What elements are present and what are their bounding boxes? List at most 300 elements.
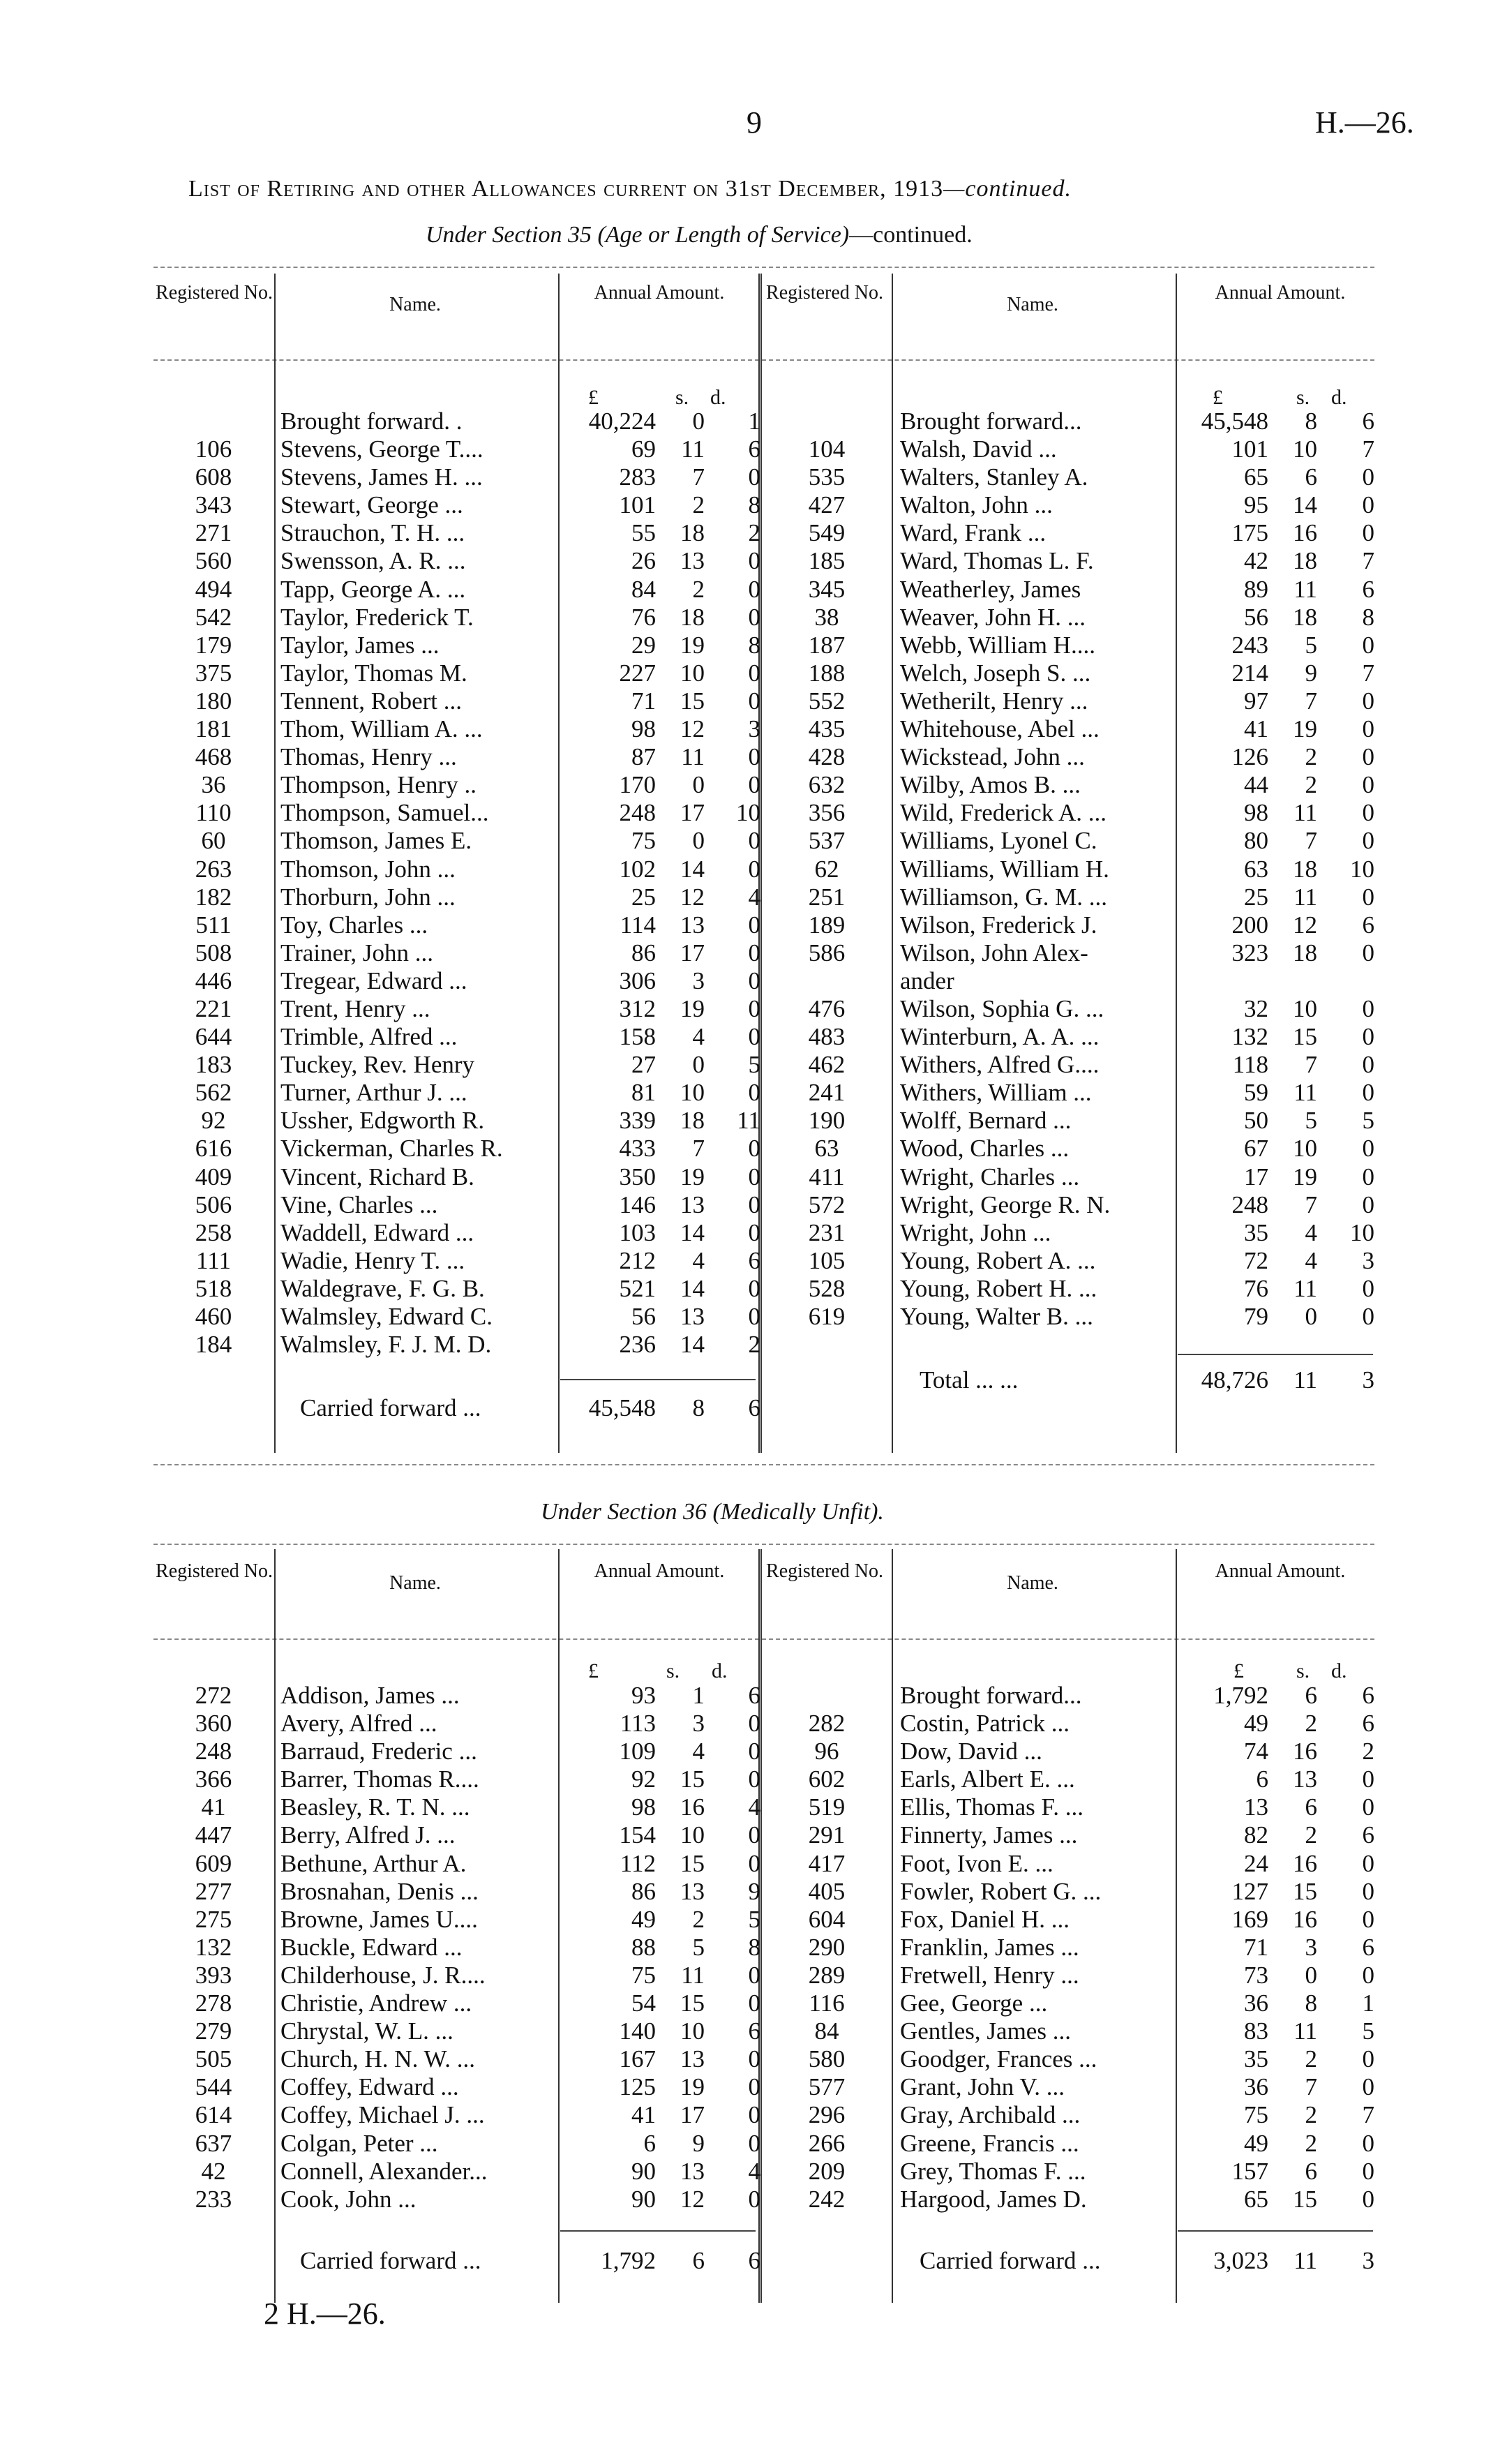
amount-shillings: 15 bbox=[680, 1765, 705, 1793]
registered-no: 187 bbox=[808, 631, 846, 659]
allowee-name: ander bbox=[900, 966, 954, 994]
table-row bbox=[762, 547, 1374, 575]
amount-pence: 0 bbox=[1362, 715, 1374, 743]
title-main: List of Retiring and other Allowances current on 31st December, 1913 bbox=[188, 176, 944, 202]
table-row bbox=[155, 771, 760, 799]
section36-heading: Under Section 36 (Medically Unfit). bbox=[541, 1499, 884, 1525]
amount-pounds bbox=[1178, 967, 1268, 995]
table-row bbox=[762, 1682, 1374, 1710]
registered-no: 518 bbox=[195, 1274, 232, 1302]
allowee-name: Williams, William H. bbox=[900, 855, 1109, 883]
total-pounds: 1,792 bbox=[601, 2247, 656, 2274]
page-number: 9 bbox=[747, 105, 762, 140]
amount-pounds: 67 bbox=[1244, 1135, 1268, 1163]
amount-pounds: 86 bbox=[631, 939, 656, 966]
amount-shillings: 2 bbox=[692, 575, 705, 603]
amount-shillings: 12 bbox=[1293, 911, 1317, 939]
table-row bbox=[155, 1107, 760, 1135]
amount-pounds: 56 bbox=[1244, 603, 1268, 631]
table-row bbox=[155, 967, 760, 995]
amount-pence: 7 bbox=[1362, 659, 1374, 687]
table-row bbox=[155, 463, 760, 491]
registered-no: 242 bbox=[808, 2185, 846, 2213]
amount-shillings: 15 bbox=[1293, 2185, 1317, 2213]
registered-no: 411 bbox=[809, 1163, 845, 1190]
amount-shillings: 14 bbox=[680, 1274, 705, 1302]
table-row bbox=[762, 1738, 1374, 1765]
amount-shillings: 13 bbox=[680, 2045, 705, 2073]
registered-no: 277 bbox=[195, 1877, 232, 1905]
allowee-name: Withers, Alfred G.... bbox=[900, 1051, 1100, 1079]
amount-pounds: 75 bbox=[631, 827, 656, 855]
total-label: Carried forward ... bbox=[300, 1394, 481, 1421]
amount-pounds: 158 bbox=[619, 1023, 656, 1051]
allowee-name: Young, Walter B. ... bbox=[900, 1303, 1093, 1330]
amount-pounds: 157 bbox=[1231, 2157, 1268, 2185]
divider bbox=[153, 1544, 1374, 1545]
amount-pence: 0 bbox=[748, 1849, 760, 1877]
registered-no: 96 bbox=[814, 1738, 839, 1765]
table-row bbox=[155, 1023, 760, 1051]
amount-pounds: 27 bbox=[631, 1051, 656, 1079]
registered-no: 632 bbox=[808, 771, 846, 799]
table-row bbox=[155, 1934, 760, 1962]
allowee-name: Walmsley, Edward C. bbox=[280, 1303, 493, 1330]
amount-pence: 0 bbox=[1362, 1051, 1374, 1079]
amount-pence: 5 bbox=[748, 1905, 760, 1933]
allowee-name: Colgan, Peter ... bbox=[280, 2129, 438, 2157]
amount-shillings: 17 bbox=[680, 939, 705, 966]
amount-pounds: 32 bbox=[1244, 994, 1268, 1022]
table-row bbox=[762, 1850, 1374, 1878]
table-row bbox=[155, 715, 760, 743]
amount-pounds: 76 bbox=[1244, 1274, 1268, 1302]
amount-shillings: 17 bbox=[680, 799, 705, 827]
header-name: Name. bbox=[1007, 1572, 1058, 1594]
registered-no: 405 bbox=[808, 1877, 846, 1905]
table-row bbox=[762, 1765, 1374, 1793]
table-row bbox=[762, 2073, 1374, 2101]
amount-shillings: 19 bbox=[1293, 715, 1317, 743]
amount-pence: 0 bbox=[748, 1303, 760, 1330]
allowee-name: Stevens, George T.... bbox=[280, 435, 483, 463]
registered-no: 446 bbox=[195, 966, 232, 994]
header-registered-no: Registered No. bbox=[156, 1560, 273, 1582]
registered-no: 275 bbox=[195, 1905, 232, 1933]
table-row bbox=[762, 1275, 1374, 1303]
table-row bbox=[155, 911, 760, 939]
total-pounds: 45,548 bbox=[588, 1394, 656, 1421]
registered-no: 266 bbox=[808, 2129, 846, 2157]
registered-no: 110 bbox=[195, 799, 232, 827]
allowee-name: Vincent, Richard B. bbox=[280, 1163, 474, 1190]
allowee-name: Barraud, Frederic ... bbox=[280, 1738, 477, 1765]
divider bbox=[153, 1638, 1374, 1640]
section35-left-total bbox=[155, 1394, 760, 1422]
amount-shillings: 17 bbox=[680, 2101, 705, 2129]
amount-pounds: 76 bbox=[631, 603, 656, 631]
amount-pence: 6 bbox=[1362, 575, 1374, 603]
amount-pounds: 1,792 bbox=[1213, 1682, 1268, 1709]
amount-pounds: 41 bbox=[631, 2101, 656, 2129]
amount-pounds: 71 bbox=[1244, 1933, 1268, 1961]
allowee-name: Wild, Frederick A. ... bbox=[900, 799, 1107, 827]
amount-pence: 0 bbox=[748, 603, 760, 631]
amount-pounds: 29 bbox=[631, 631, 656, 659]
registered-no: 528 bbox=[808, 1274, 846, 1302]
amount-shillings: 11 bbox=[681, 1961, 705, 1989]
unit-shillings: s. bbox=[666, 1659, 680, 1682]
amount-pounds: 175 bbox=[1231, 519, 1268, 547]
amount-shillings: 10 bbox=[1293, 994, 1317, 1022]
amount-shillings: 16 bbox=[1293, 519, 1317, 547]
registered-no: 586 bbox=[808, 939, 846, 966]
amount-pounds: 212 bbox=[619, 1246, 656, 1274]
allowee-name: Berry, Alfred J. ... bbox=[280, 1821, 456, 1849]
allowee-name: Trimble, Alfred ... bbox=[280, 1023, 458, 1051]
table-row bbox=[155, 604, 760, 632]
amount-pence: 0 bbox=[748, 687, 760, 715]
amount-pounds: 45,548 bbox=[1201, 408, 1268, 435]
amount-pounds: 73 bbox=[1244, 1961, 1268, 1989]
amount-pounds: 350 bbox=[619, 1163, 656, 1190]
registered-no: 560 bbox=[195, 547, 232, 575]
registered-no: 577 bbox=[808, 2073, 846, 2101]
registered-no: 190 bbox=[808, 1107, 846, 1135]
registered-no: 562 bbox=[195, 1079, 232, 1107]
amount-pounds: 248 bbox=[1231, 1190, 1268, 1218]
amount-pounds: 200 bbox=[1231, 911, 1268, 939]
total-row bbox=[762, 2247, 1374, 2275]
amount-pounds: 80 bbox=[1244, 827, 1268, 855]
amount-pence: 6 bbox=[1362, 1933, 1374, 1961]
amount-shillings: 15 bbox=[680, 1849, 705, 1877]
registered-no: 251 bbox=[808, 883, 846, 911]
allowee-name: Ussher, Edgworth R. bbox=[280, 1107, 485, 1135]
amount-pounds: 132 bbox=[1231, 1023, 1268, 1051]
table-row bbox=[762, 2017, 1374, 2045]
table-row bbox=[762, 1989, 1374, 2017]
total-pence: 3 bbox=[1362, 2247, 1374, 2274]
allowee-name: Wetherilt, Henry ... bbox=[900, 687, 1088, 715]
amount-pounds: 6 bbox=[1256, 1765, 1268, 1793]
allowee-name: Fox, Daniel H. ... bbox=[900, 1905, 1070, 1933]
table-row bbox=[155, 1906, 760, 1934]
allowee-name: Dow, David ... bbox=[900, 1738, 1042, 1765]
amount-shillings: 10 bbox=[680, 659, 705, 687]
amount-shillings: 11 bbox=[681, 743, 705, 771]
amount-shillings: 15 bbox=[680, 687, 705, 715]
amount-pounds: 98 bbox=[631, 715, 656, 743]
amount-pounds: 83 bbox=[1244, 2017, 1268, 2045]
allowee-name: Vickerman, Charles R. bbox=[280, 1135, 503, 1163]
registered-no: 572 bbox=[808, 1190, 846, 1218]
amount-pence: 0 bbox=[1362, 1163, 1374, 1190]
table-row bbox=[155, 435, 760, 463]
header-name: Name. bbox=[389, 294, 441, 315]
registered-no: 104 bbox=[808, 435, 846, 463]
allowee-name: Wright, George R. N. bbox=[900, 1190, 1111, 1218]
allowee-name: Young, Robert H. ... bbox=[900, 1274, 1097, 1302]
table-row bbox=[762, 856, 1374, 883]
registered-no: 637 bbox=[195, 2129, 232, 2157]
amount-pence: 0 bbox=[748, 966, 760, 994]
amount-pence: 0 bbox=[748, 939, 760, 966]
registered-no: 132 bbox=[195, 1933, 232, 1961]
allowee-name: Ellis, Thomas F. ... bbox=[900, 1793, 1083, 1821]
amount-shillings: 14 bbox=[680, 855, 705, 883]
amount-shillings: 7 bbox=[1305, 1190, 1317, 1218]
section35-heading bbox=[426, 222, 973, 248]
allowee-name: Taylor, Thomas M. bbox=[280, 659, 467, 687]
table-row bbox=[155, 1079, 760, 1107]
amount-pounds: 167 bbox=[619, 2045, 656, 2073]
table-row bbox=[762, 1219, 1374, 1247]
allowee-name: Wilby, Amos B. ... bbox=[900, 771, 1081, 799]
amount-shillings: 0 bbox=[1305, 1303, 1317, 1330]
registered-no: 462 bbox=[808, 1051, 846, 1079]
amount-pounds: 169 bbox=[1231, 1905, 1268, 1933]
amount-shillings: 0 bbox=[692, 408, 705, 435]
registered-no: 580 bbox=[808, 2045, 846, 2073]
section36-left-total bbox=[155, 2247, 760, 2275]
amount-shillings: 13 bbox=[680, 2157, 705, 2185]
amount-pence: 6 bbox=[748, 2017, 760, 2045]
amount-shillings: 2 bbox=[1305, 1710, 1317, 1738]
table-row bbox=[762, 687, 1374, 715]
amount-pence: 0 bbox=[1362, 519, 1374, 547]
registered-no: 608 bbox=[195, 463, 232, 491]
amount-shillings: 18 bbox=[680, 603, 705, 631]
amount-shillings: 4 bbox=[1305, 1246, 1317, 1274]
amount-shillings: 10 bbox=[680, 1821, 705, 1849]
allowee-name: Walters, Stanley A. bbox=[900, 463, 1088, 491]
allowee-name: Finnerty, James ... bbox=[900, 1821, 1078, 1849]
section35-right-list bbox=[762, 408, 1374, 1331]
amount-shillings: 10 bbox=[680, 1079, 705, 1107]
amount-pence: 0 bbox=[748, 2129, 760, 2157]
total-shillings: 11 bbox=[1293, 2247, 1317, 2274]
amount-shillings: 2 bbox=[692, 1905, 705, 1933]
allowee-name: Brosnahan, Denis ... bbox=[280, 1877, 479, 1905]
amount-pence: 0 bbox=[748, 547, 760, 575]
amount-shillings: 2 bbox=[1305, 743, 1317, 771]
table-row bbox=[155, 2158, 760, 2186]
amount-pounds: 127 bbox=[1231, 1877, 1268, 1905]
amount-pence: 0 bbox=[748, 1135, 760, 1163]
allowee-name: Ward, Frank ... bbox=[900, 519, 1047, 547]
registered-no: 106 bbox=[195, 435, 232, 463]
amount-pounds: 170 bbox=[619, 771, 656, 799]
table-row bbox=[155, 1989, 760, 2017]
amount-pence: 10 bbox=[736, 799, 760, 827]
amount-pence: 0 bbox=[748, 659, 760, 687]
amount-pounds: 87 bbox=[631, 743, 656, 771]
table-row bbox=[155, 1738, 760, 1765]
amount-shillings: 2 bbox=[1305, 2045, 1317, 2073]
registered-no: 271 bbox=[195, 519, 232, 547]
allowee-name: Barrer, Thomas R.... bbox=[280, 1765, 479, 1793]
total-row bbox=[155, 2247, 760, 2275]
table-row bbox=[155, 1850, 760, 1878]
amount-pounds: 248 bbox=[619, 799, 656, 827]
amount-shillings: 0 bbox=[692, 1051, 705, 1079]
table-row bbox=[155, 883, 760, 911]
amount-pounds: 75 bbox=[631, 1961, 656, 1989]
allowee-name: Winterburn, A. A. ... bbox=[900, 1023, 1100, 1051]
allowee-name: Trainer, John ... bbox=[280, 939, 433, 966]
section36-left-list bbox=[155, 1682, 760, 2213]
amount-pounds: 49 bbox=[631, 1905, 656, 1933]
allowee-name: Buckle, Edward ... bbox=[280, 1933, 463, 1961]
header-registered-no: Registered No. bbox=[766, 1560, 883, 1582]
table-row bbox=[762, 1878, 1374, 1906]
table-row bbox=[762, 1247, 1374, 1275]
amount-shillings: 19 bbox=[680, 2073, 705, 2101]
amount-shillings: 10 bbox=[680, 2017, 705, 2045]
amount-pence: 0 bbox=[1362, 491, 1374, 519]
amount-pounds: 90 bbox=[631, 2157, 656, 2185]
table-row bbox=[155, 939, 760, 967]
allowee-name: Tennent, Robert ... bbox=[280, 687, 462, 715]
amount-pounds: 6 bbox=[643, 2129, 656, 2157]
table-row bbox=[762, 1303, 1374, 1331]
amount-pounds: 41 bbox=[1244, 715, 1268, 743]
registered-no: 63 bbox=[814, 1135, 839, 1163]
table-row bbox=[155, 632, 760, 659]
amount-pounds: 44 bbox=[1244, 771, 1268, 799]
amount-pounds: 75 bbox=[1244, 2101, 1268, 2129]
amount-shillings: 7 bbox=[1305, 1051, 1317, 1079]
amount-shillings: 15 bbox=[1293, 1023, 1317, 1051]
amount-shillings: 0 bbox=[692, 827, 705, 855]
registered-no: 279 bbox=[195, 2017, 232, 2045]
allowee-name: Tregear, Edward ... bbox=[280, 966, 467, 994]
amount-shillings: 3 bbox=[692, 966, 705, 994]
allowee-name: Brought forward. . bbox=[280, 408, 463, 435]
amount-pence: 7 bbox=[1362, 547, 1374, 575]
header-annual-amount: Annual Amount. bbox=[594, 1560, 725, 1582]
amount-pounds: 89 bbox=[1244, 575, 1268, 603]
amount-pounds: 113 bbox=[620, 1710, 656, 1738]
registered-no: 111 bbox=[196, 1246, 231, 1274]
amount-shillings: 5 bbox=[1305, 631, 1317, 659]
allowee-name: Grant, John V. ... bbox=[900, 2073, 1065, 2101]
amount-pence: 2 bbox=[1362, 1738, 1374, 1765]
amount-shillings: 14 bbox=[1293, 491, 1317, 519]
amount-shillings: 15 bbox=[1293, 1877, 1317, 1905]
amount-pence: 0 bbox=[1362, 994, 1374, 1022]
amount-pounds: 312 bbox=[619, 994, 656, 1022]
allowee-name: Thompson, Henry .. bbox=[280, 771, 477, 799]
table-row bbox=[762, 659, 1374, 687]
amount-pounds: 25 bbox=[1244, 883, 1268, 911]
table-row bbox=[762, 1710, 1374, 1738]
table-row bbox=[155, 2186, 760, 2213]
table-row bbox=[155, 1219, 760, 1247]
table-row bbox=[762, 491, 1374, 519]
amount-pounds: 55 bbox=[631, 519, 656, 547]
registered-no: 291 bbox=[808, 1821, 846, 1849]
amount-pence: 7 bbox=[1362, 2101, 1374, 2129]
amount-shillings: 4 bbox=[692, 1738, 705, 1765]
registered-no: 189 bbox=[808, 911, 846, 939]
page-title bbox=[188, 176, 1072, 202]
registered-no: 296 bbox=[808, 2101, 846, 2129]
amount-pounds: 140 bbox=[619, 2017, 656, 2045]
registered-no: 116 bbox=[809, 1989, 845, 2017]
registered-no: 181 bbox=[195, 715, 232, 743]
amount-shillings: 4 bbox=[692, 1023, 705, 1051]
allowee-name: Strauchon, T. H. ... bbox=[280, 519, 465, 547]
header-name: Name. bbox=[389, 1572, 441, 1594]
table-row bbox=[762, 743, 1374, 771]
amount-shillings: 18 bbox=[1293, 603, 1317, 631]
amount-shillings: 2 bbox=[1305, 2101, 1317, 2129]
allowee-name: Fowler, Robert G. ... bbox=[900, 1877, 1102, 1905]
amount-pence: 0 bbox=[1362, 1135, 1374, 1163]
registered-no: 36 bbox=[201, 771, 226, 799]
amount-pence: 8 bbox=[748, 631, 760, 659]
table-row bbox=[762, 967, 1374, 995]
registered-no: 179 bbox=[195, 631, 232, 659]
allowee-name: Thom, William A. ... bbox=[280, 715, 483, 743]
amount-pence: 0 bbox=[1362, 1905, 1374, 1933]
table-row bbox=[762, 408, 1374, 435]
amount-pounds: 125 bbox=[619, 2073, 656, 2101]
registered-no: 602 bbox=[808, 1765, 846, 1793]
amount-shillings: 19 bbox=[680, 631, 705, 659]
table-row bbox=[155, 1821, 760, 1849]
amount-pounds: 54 bbox=[631, 1989, 656, 2017]
amount-pence: 0 bbox=[748, 1218, 760, 1246]
registered-no bbox=[762, 408, 892, 435]
amount-pence: 0 bbox=[748, 771, 760, 799]
allowee-name: Wilson, Sophia G. ... bbox=[900, 994, 1104, 1022]
allowee-name: Franklin, James ... bbox=[900, 1933, 1079, 1961]
allowee-name: Chrystal, W. L. ... bbox=[280, 2017, 453, 2045]
registered-no: 537 bbox=[808, 827, 846, 855]
registered-no: 278 bbox=[195, 1989, 232, 2017]
unit-pence: d. bbox=[712, 1659, 728, 1682]
unit-shillings: s. bbox=[1296, 1659, 1310, 1682]
table-row bbox=[155, 408, 760, 435]
amount-pence: 0 bbox=[1362, 939, 1374, 966]
table-row bbox=[155, 659, 760, 687]
table-row bbox=[762, 2186, 1374, 2213]
registered-no: 366 bbox=[195, 1765, 232, 1793]
table-row bbox=[762, 1107, 1374, 1135]
amount-pounds: 236 bbox=[619, 1331, 656, 1359]
amount-pence: 0 bbox=[1362, 1023, 1374, 1051]
amount-pounds: 97 bbox=[1244, 687, 1268, 715]
registered-no: 183 bbox=[195, 1051, 232, 1079]
amount-pounds: 35 bbox=[1244, 2045, 1268, 2073]
allowee-name: Waddell, Edward ... bbox=[280, 1218, 474, 1246]
amount-pounds: 118 bbox=[1232, 1051, 1268, 1079]
allowee-name: Taylor, Frederick T. bbox=[280, 603, 474, 631]
table-row bbox=[155, 1962, 760, 1989]
amount-shillings: 1 bbox=[692, 1682, 705, 1709]
allowee-name: Walsh, David ... bbox=[900, 435, 1057, 463]
amount-pounds: 306 bbox=[619, 966, 656, 994]
total-row bbox=[155, 1394, 760, 1422]
allowee-name: Wright, Charles ... bbox=[900, 1163, 1080, 1190]
amount-pence: 4 bbox=[748, 883, 760, 911]
table-row bbox=[155, 1331, 760, 1359]
allowee-name: Williamson, G. M. ... bbox=[900, 883, 1108, 911]
registered-no: 180 bbox=[195, 687, 232, 715]
